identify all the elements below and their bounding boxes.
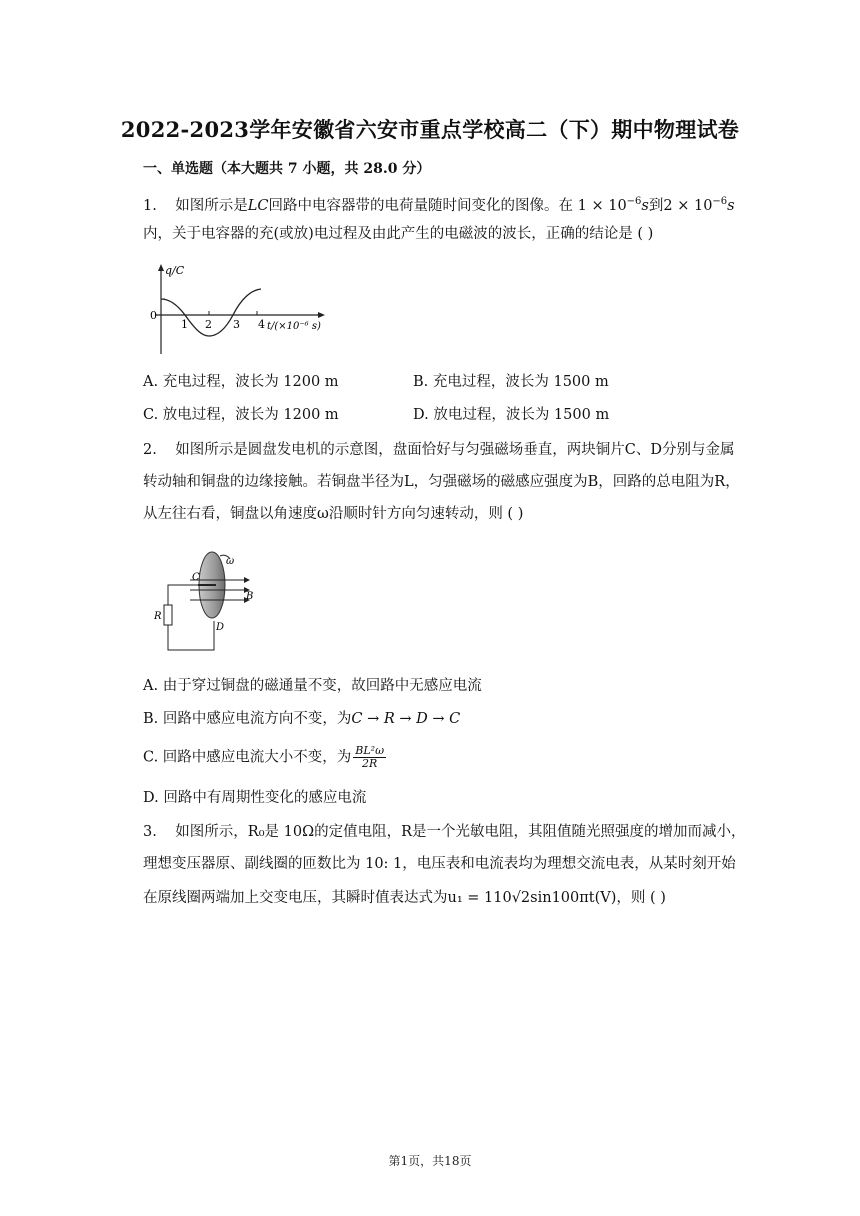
question-1-line-1	[143, 192, 753, 216]
q1-unit2: s	[727, 197, 735, 214]
q1-graph-x-label: t/(×10⁻⁶ s)	[267, 321, 321, 332]
q1-graph-origin: 0	[150, 309, 157, 322]
document-title: 2022-2023学年安徽省六安市重点学校高二（下）期中物理试卷	[120, 117, 740, 142]
q1-option-b[interactable]: B. 充电过程，波长为 1500 m	[413, 374, 609, 390]
q1-var-lc: LC	[247, 197, 269, 214]
q1-option-d[interactable]: D. 放电过程，波长为 1500 m	[413, 407, 610, 423]
q3-line1-text: 如图所示，R₀是 10Ω的定值电阻，R是一个光敏电阻，其阻值随光照强度的增加而减小，	[175, 824, 746, 840]
q1-exp1: −6	[626, 196, 642, 207]
q1-graph-tick-4: 4	[258, 318, 265, 331]
q2-line1-text: 如图所示是圆盘发电机的示意图，盘面恰好与匀强磁场垂直，两块铜片C、D分别与金属	[175, 442, 735, 458]
q1-graph-tick-3: 3	[233, 318, 240, 331]
q2-option-c-numerator: BL²ω	[355, 744, 385, 757]
q2-disk-generator-figure	[146, 550, 266, 655]
q2-option-d[interactable]: D. 回路中有周期性变化的感应电流	[143, 790, 367, 806]
q2-fig-r: R	[154, 611, 162, 622]
question-3-line-1	[143, 822, 753, 842]
q1-to: 到	[648, 197, 664, 214]
q2-fig-d: D	[216, 622, 225, 633]
q1-graph-tick-2: 2	[205, 318, 212, 331]
q2-fig-b: B	[246, 591, 254, 602]
q1-time1: 1 × 10	[577, 197, 627, 214]
q1-exp2: −6	[712, 196, 728, 207]
q1-text-a: 如图所示是	[175, 197, 248, 214]
q2-option-b[interactable]	[143, 709, 460, 729]
question-2-line-2: 转动轴和铜盘的边缘接触。若铜盘半径为L，匀强磁场的磁感应强度为B，回路的总电阻为R，	[143, 474, 740, 490]
question-1-line-2: 内，关于电容器的充(或放)电过程及由此产生的电磁波的波长，正确的结论是 ( )	[143, 226, 654, 242]
q2-option-c[interactable]	[143, 745, 386, 770]
q2-option-a[interactable]: A. 由于穿过铜盘的磁通量不变，故回路中无感应电流	[143, 678, 482, 694]
q1-option-a[interactable]: A. 充电过程，波长为 1200 m	[143, 374, 339, 390]
question-1-number: 1.	[143, 197, 157, 214]
q1-charge-time-graph	[143, 262, 343, 357]
section-heading: 一、单选题（本大题共 7 小题，共 28.0 分）	[143, 161, 431, 177]
q1-graph-y-label: q/C	[165, 264, 185, 277]
question-2-line-3: 从左往右看，铜盘以角速度ω沿顺时针方向匀速转动，则 ( )	[143, 506, 524, 522]
q2-option-c-denominator: 2R	[362, 757, 378, 770]
question-3-line-3: 在原线圈两端加上交变电压，其瞬时值表达式为u₁ = 110√2sin100πt(V)，则 ( )	[143, 890, 666, 906]
q2-option-b-text: B. 回路中感应电流方向不变，为	[143, 711, 352, 727]
page-footer: 第1页，共18页	[388, 1154, 472, 1168]
question-2-line-1	[143, 440, 753, 460]
q2-fig-omega: ω	[226, 556, 235, 567]
question-2-number: 2.	[143, 442, 157, 458]
q2-fig-c: C	[192, 572, 200, 583]
q1-time2: 2 × 10	[663, 197, 713, 214]
q1-graph-tick-1: 1	[181, 318, 188, 331]
question-3-line-2: 理想变压器原、副线圈的匝数比为 10: 1，电压表和电流表均为理想交流电表，从某时刻开始	[143, 856, 736, 872]
q1-unit1: s	[641, 197, 649, 214]
q2-option-c-fraction	[353, 745, 386, 770]
question-3-number: 3.	[143, 824, 157, 840]
q1-text-b: 回路中电容器带的电荷量随时间变化的图像。在	[268, 197, 574, 214]
q1-option-c[interactable]: C. 放电过程，波长为 1200 m	[143, 407, 339, 423]
q2-option-c-text: C. 回路中感应电流大小不变，为	[143, 749, 352, 766]
q2-option-b-path: C → R → D → C	[351, 711, 461, 727]
